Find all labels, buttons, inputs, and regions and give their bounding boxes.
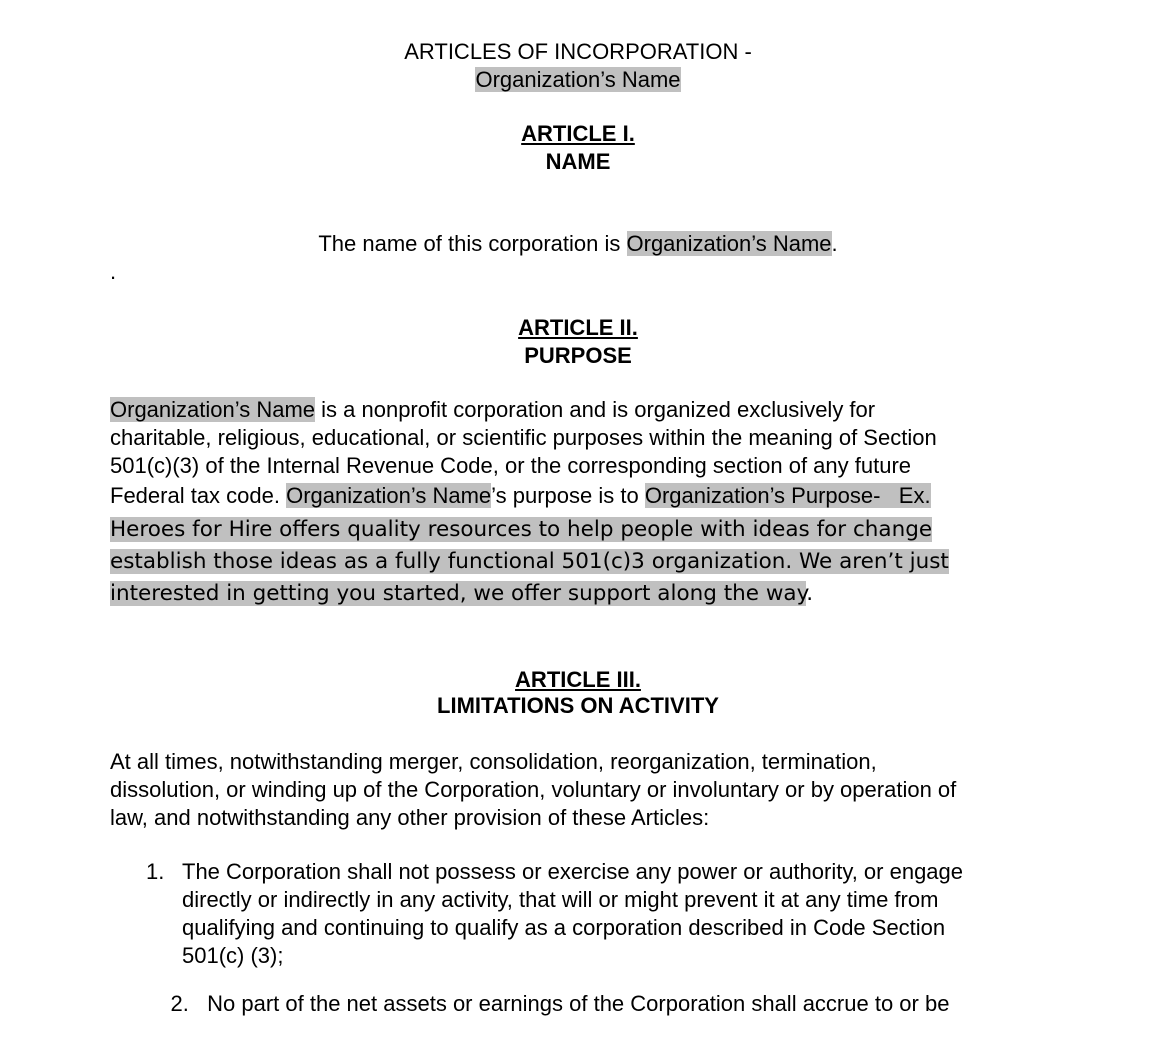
article-1-number: ARTICLE I. xyxy=(521,121,635,146)
org-name-placeholder: Organization’s Name xyxy=(475,67,681,92)
limitations-intro-line-1: At all times, notwithstanding merger, consolidation, reorganization, termination, xyxy=(110,749,877,774)
document-title-org-name xyxy=(0,66,1156,94)
purpose-example-line-4: interested in getting you started, we offer support along the way. xyxy=(110,581,814,606)
limitations-intro-line-2: dissolution, or winding up of the Corporation, voluntary or involuntary or by operation of xyxy=(110,777,957,802)
purpose-example-line-3: establish those ideas as a fully functional 501(c)3 organization. We aren’t just xyxy=(110,549,949,574)
org-name-placeholder: Organization’s Name xyxy=(626,231,832,256)
article-2-number: ARTICLE II. xyxy=(518,315,638,340)
list-item-2-cut-off: 2. No part of the net assets or earnings of the Corporation shall accrue to or be xyxy=(170,991,950,1016)
list-item-body: The Corporation shall not possess or exercise any power or authority, or engage directly or indirectly in any activity, that will or might prevent it at any time from qualifying and continuing to qualify as a corporation described in Code Section 501(c) (3); xyxy=(182,859,964,968)
purpose-example-line-2: Heroes for Hire offers quality resources to help people with ideas for change xyxy=(110,517,933,542)
stray-period: . xyxy=(110,259,117,284)
org-name-placeholder: Organization’s Name xyxy=(110,397,316,422)
article-1-sentence: The name of this corporation is Organization’s Name. xyxy=(318,231,838,256)
article-1-heading: NAME xyxy=(545,149,611,174)
list-item xyxy=(146,858,1046,970)
purpose-line-1: Organization’s Name is a nonprofit corporation and is organized exclusively for xyxy=(110,397,876,422)
limitations-intro-line-3: law, and notwithstanding any other provision of these Articles: xyxy=(110,805,710,830)
list-item-number: 1. xyxy=(146,859,165,884)
article-3-heading: LIMITATIONS ON ACTIVITY xyxy=(437,693,719,718)
purpose-line-4: Federal tax code. Organization’s Name’s purpose is to Organization’s Purpose- Ex. xyxy=(110,483,931,508)
document-title: ARTICLES OF INCORPORATION - xyxy=(404,39,752,64)
org-name-placeholder: Organization’s Name xyxy=(286,483,492,508)
purpose-line-2: charitable, religious, educational, or scientific purposes within the meaning of Section xyxy=(110,425,937,450)
purpose-placeholder-label: Organization’s Purpose- Ex. xyxy=(644,483,931,508)
purpose-line-3: 501(c)(3) of the Internal Revenue Code, or the corresponding section of any future xyxy=(110,453,912,478)
article-2-heading: PURPOSE xyxy=(524,343,632,368)
article-3-number: ARTICLE III. xyxy=(515,667,641,692)
